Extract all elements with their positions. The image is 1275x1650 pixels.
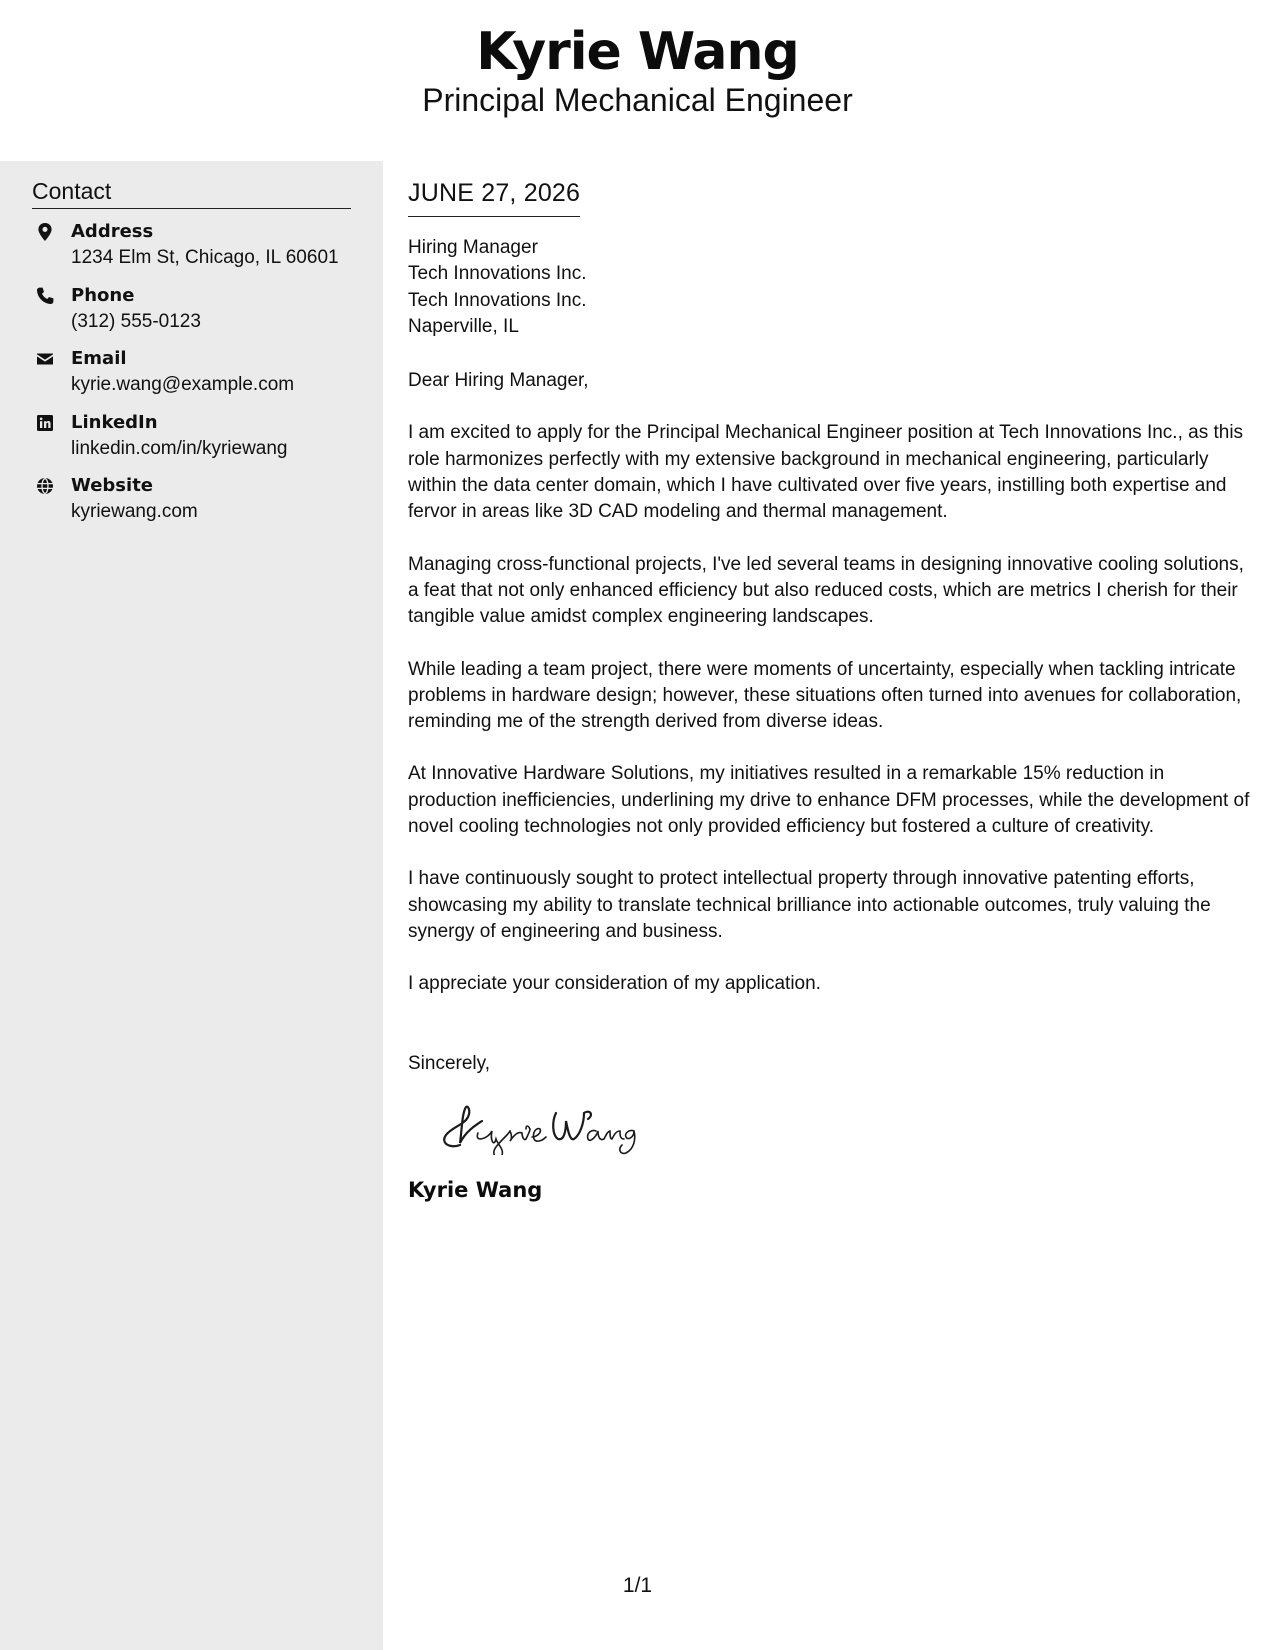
signer-name: Kyrie Wang <box>408 1177 543 1202</box>
contact-label-website: Website <box>71 475 154 496</box>
letter-header <box>0 0 1275 160</box>
contact-label-phone: Phone <box>71 284 135 306</box>
globe-icon <box>35 476 55 496</box>
recipient-line: Naperville, IL <box>408 315 519 337</box>
contact-value-website: kyriewang.com <box>71 501 198 522</box>
letter-paragraph: I have continuously sought to protect intellectual property through innovative patenting efforts, showcasing my ability to translate technical brilliance into actionable outcomes, truly valuing the synergy of engineering and business. <box>408 868 1211 942</box>
contact-value-email: kyrie.wang@example.com <box>71 374 295 395</box>
recipient-line: Tech Innovations Inc. <box>408 263 587 285</box>
contact-value-phone: (312) 555-0123 <box>71 310 201 332</box>
contact-item-website <box>32 474 362 538</box>
salutation: Dear Hiring Manager, <box>408 370 589 392</box>
letter-date: JUNE 27, 2026 <box>408 176 580 217</box>
contact-list <box>32 220 362 538</box>
contact-label-email: Email <box>71 348 127 369</box>
letter-body <box>408 176 1253 1204</box>
applicant-name: Kyrie Wang <box>476 22 799 82</box>
contact-item-email <box>32 347 362 411</box>
contact-item-linkedin <box>32 411 362 475</box>
contact-value-address: 1234 Elm St, Chicago, IL 60601 <box>71 247 339 268</box>
phone-icon <box>35 286 55 306</box>
contact-value-linkedin: linkedin.com/in/kyriewang <box>71 437 288 459</box>
recipient-block <box>408 235 1253 340</box>
applicant-role: Principal Mechanical Engineer <box>422 82 853 118</box>
page-number: 1/1 <box>622 1574 653 1597</box>
handwritten-signature <box>438 1095 648 1155</box>
envelope-icon <box>35 349 55 369</box>
recipient-line: Tech Innovations Inc. <box>408 289 587 311</box>
letter-paragraph: At Innovative Hardware Solutions, my initiatives resulted in a remarkable 15% reduction in production inefficiencies, underlining my drive to enhance DFM processes, while the development of novel cooling technologies not only provided efficiency but fostered a culture of creativity. <box>408 763 1250 838</box>
letter-paragraph: I am excited to apply for the Principal Mechanical Engineer position at Tech Innovations Inc., as this role harmonizes perfectly with my extensive background in mechanical engineering, particularly within the data center domain, which I have cultivated over five years, instilling both expertise and fervor in areas like 3D CAD modeling and thermal management. <box>408 422 1244 523</box>
recipient-line: Hiring Manager <box>408 237 538 258</box>
contact-title: Contact <box>32 176 351 209</box>
contact-item-phone <box>32 284 362 348</box>
contact-label-linkedin: LinkedIn <box>71 411 158 433</box>
letter-paragraph: While leading a team project, there were moments of uncertainty, especially when tackling intricate problems in hardware design; however, these situations often turned into avenues for collaboration, reminding me of the strength derived from diverse ideas. <box>408 658 1242 733</box>
linkedin-icon <box>35 413 55 433</box>
contact-item-address <box>32 220 362 284</box>
contact-label-address: Address <box>71 221 154 242</box>
letter-paragraph: Managing cross-functional projects, I've led several teams in designing innovative cooling solutions, a feat that not only enhanced efficiency but also reduced costs, which are metrics I cherish for their tangible value amidst complex engineering landscapes. <box>408 553 1244 628</box>
closing: Sincerely, <box>408 1052 491 1074</box>
letter-paragraph: I appreciate your consideration of my application. <box>408 973 821 995</box>
location-pin-icon <box>35 222 55 242</box>
